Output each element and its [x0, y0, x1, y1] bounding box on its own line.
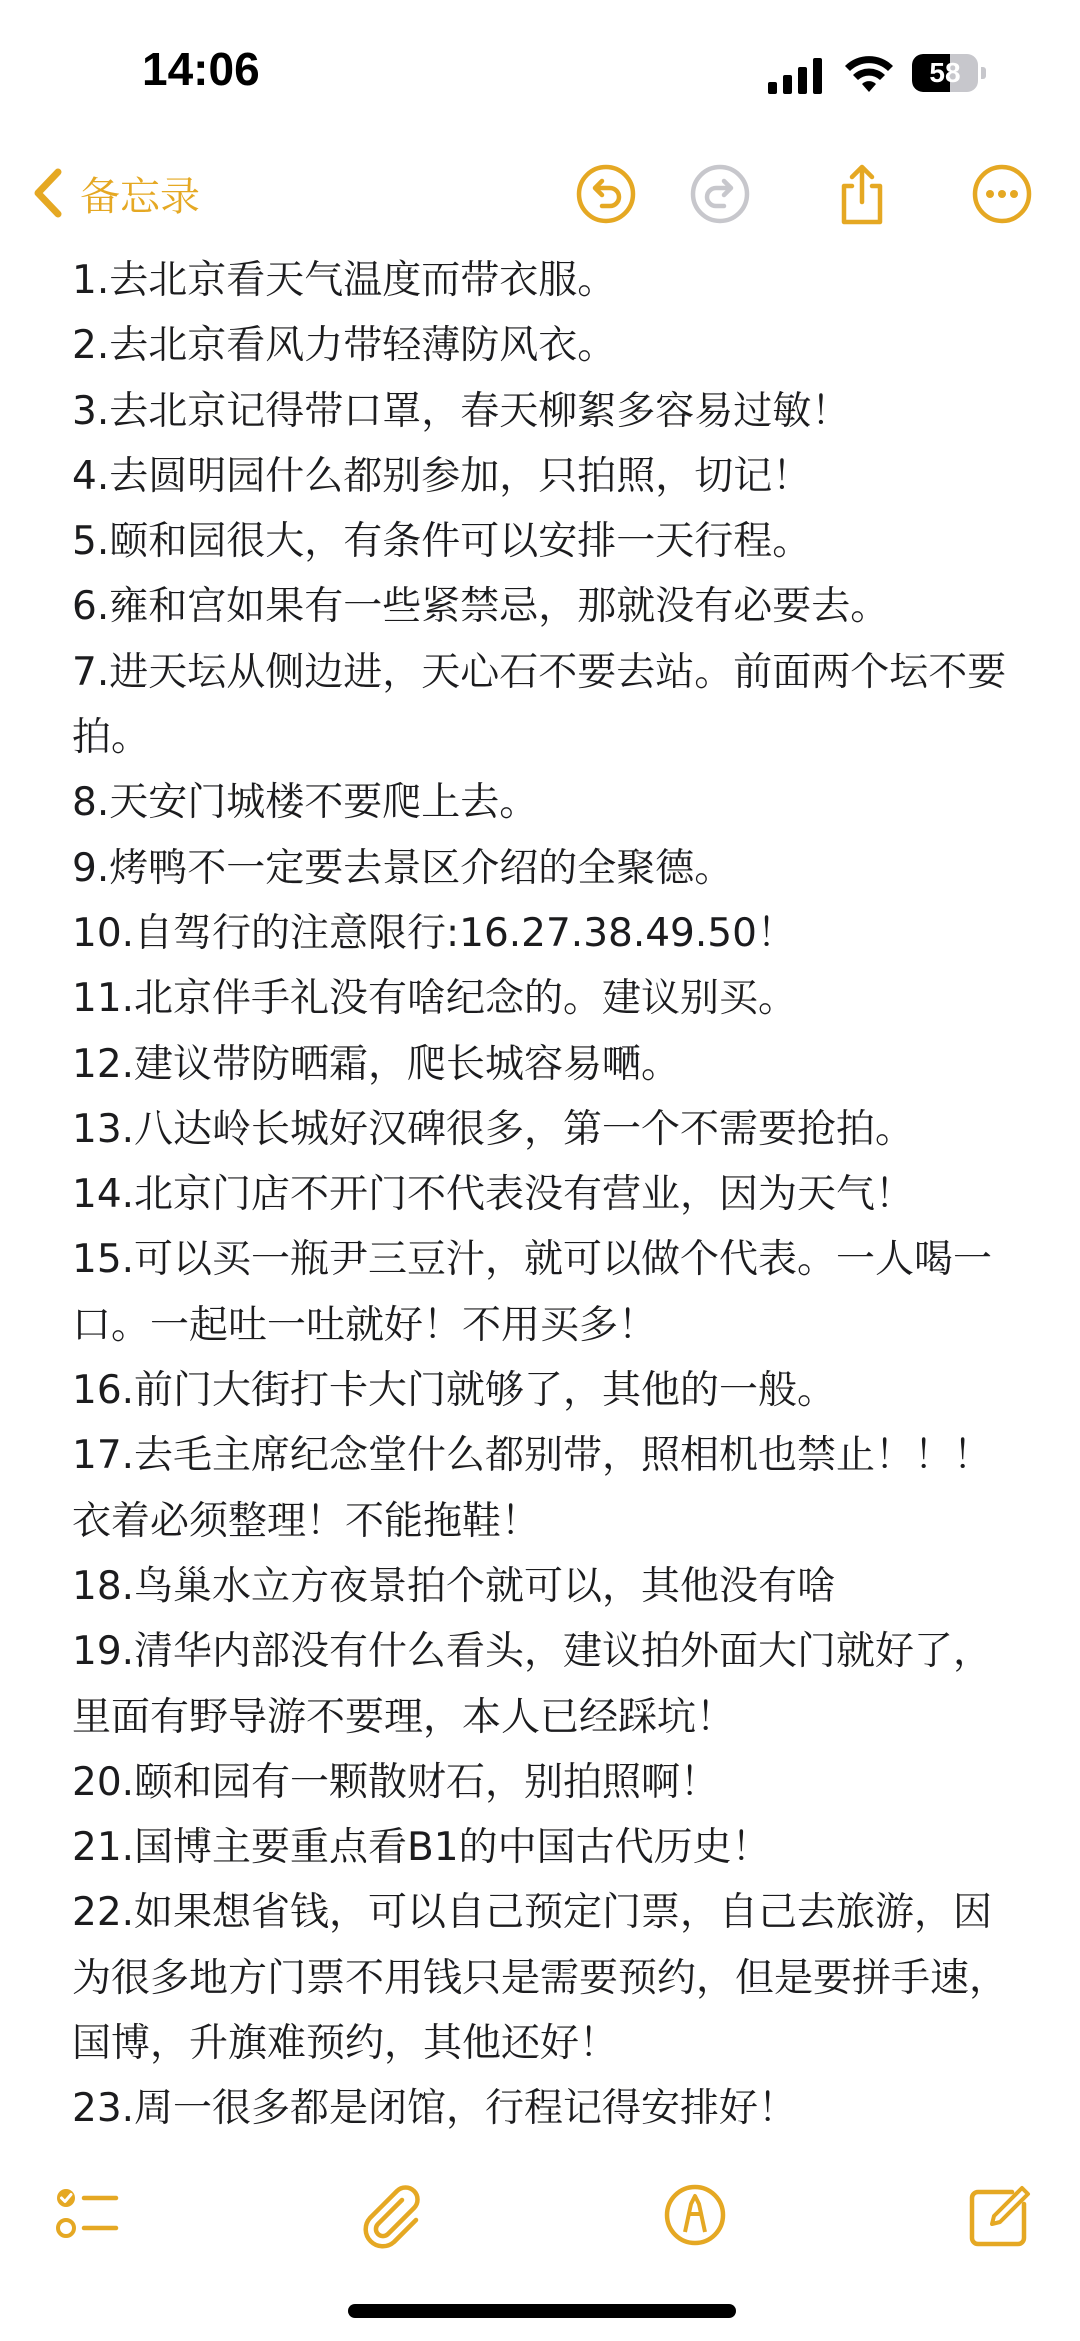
note-line-2: 2.去北京看风力带轻薄防风衣。	[72, 323, 617, 369]
note-line-8: 8.天安门城楼不要爬上去。	[72, 780, 539, 826]
battery-level: 58	[929, 57, 961, 88]
note-line-14: 14.北京门店不开门不代表没有营业，因为天气！	[72, 1172, 915, 1218]
note-line-22: 22.如果想省钱，可以自己预定门票，自己去旅游，因为很多地方门票不用钱只是需要预约，但是要拼手速，国博，升旗难预约，其他还好！	[72, 1890, 1009, 2067]
note-line-23: 23.周一很多都是闭馆，行程记得安排好！	[72, 2086, 798, 2132]
chevron-left-icon	[28, 166, 68, 220]
note-line-16: 16.前门大街打卡大门就够了，其他的一般。	[72, 1368, 837, 1414]
checklist-icon[interactable]	[52, 2180, 122, 2250]
note-line-7: 7.进天坛从侧边进，天心石不要去站。前面两个坛不要拍。	[72, 649, 1007, 761]
cellular-signal-icon	[768, 58, 826, 94]
note-line-20: 20.颐和园有一颗散财石，别拍照啊！	[72, 1759, 720, 1805]
battery-icon	[912, 54, 986, 92]
status-bar	[0, 0, 1080, 140]
compose-icon[interactable]	[964, 2180, 1034, 2250]
nav-bar	[0, 140, 1080, 250]
back-label: 备忘录	[80, 173, 200, 220]
note-line-1: 1.去北京看天气温度而带衣服。	[72, 258, 617, 303]
battery-body	[912, 54, 978, 92]
note-line-6: 6.雍和宫如果有一些紧禁忌，那就没有必要去。	[72, 584, 890, 630]
status-time: 14:06	[142, 43, 260, 95]
more-icon[interactable]	[970, 162, 1034, 226]
note-line-13: 13.八达岭长城好汉碑很多，第一个不需要抢拍。	[72, 1106, 915, 1152]
share-icon[interactable]	[830, 162, 894, 226]
battery-cap	[981, 67, 986, 79]
note-line-18: 18.鸟巢水立方夜景拍个就可以，其他没有啥	[72, 1563, 837, 1609]
markup-pen-icon[interactable]	[660, 2180, 730, 2250]
note-line-12: 12.建议带防晒霜，爬长城容易嗮。	[72, 1041, 681, 1087]
wifi-icon	[844, 54, 894, 94]
note-line-9: 9.烤鸭不一定要去景区介绍的全聚德。	[72, 845, 734, 891]
undo-icon[interactable]	[574, 162, 638, 226]
note-line-5: 5.颐和园很大，有条件可以安排一天行程。	[72, 519, 812, 565]
note-line-11: 11.北京伴手礼没有啥纪念的。建议别买。	[72, 976, 798, 1022]
paperclip-icon[interactable]	[356, 2180, 426, 2250]
note-body[interactable]	[72, 248, 1022, 2142]
bottom-toolbar	[0, 2170, 1080, 2270]
redo-icon[interactable]	[688, 162, 752, 226]
note-line-19: 19.清华内部没有什么看头，建议拍外面大门就好了，里面有野导游不要理，本人已经踩坑！	[72, 1629, 993, 1740]
note-line-17: 17.去毛主席纪念堂什么都别带，照相机也禁止！！！衣着必须整理！不能拖鞋！	[72, 1433, 993, 1544]
note-line-10: 10.自驾行的注意限行:16.27.38.49.50！	[72, 910, 796, 956]
note-line-3: 3.去北京记得带口罩，春天柳絮多容易过敏！	[72, 388, 851, 434]
note-line-4: 4.去圆明园什么都别参加，只拍照，切记！	[72, 453, 812, 499]
home-indicator[interactable]	[348, 2304, 736, 2318]
note-line-21: 21.国博主要重点看B1的中国古代历史！	[72, 1825, 771, 1871]
note-line-15: 15.可以买一瓶尹三豆汁，就可以做个代表。一人喝一口。一起吐一吐就好！不用买多！	[72, 1237, 993, 1348]
back-button[interactable]	[28, 158, 200, 228]
